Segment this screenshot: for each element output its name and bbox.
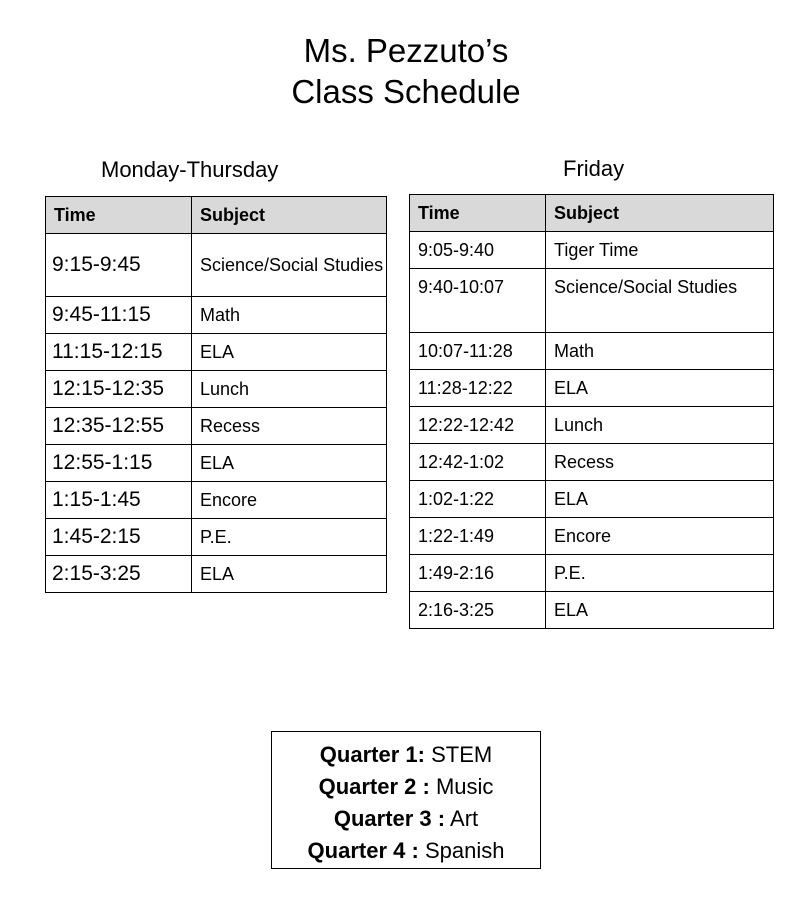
table-row [410,555,774,592]
time-cell: 1:02-1:22 [410,481,546,518]
table-row [410,518,774,555]
time-cell: 9:15-9:45 [46,234,192,297]
time-cell: 9:40-10:07 [410,269,546,333]
quarter-line [272,835,540,867]
table-row [46,297,387,334]
time-cell: 1:49-2:16 [410,555,546,592]
time-column-header: Time [46,197,192,234]
subject-cell: Lunch [546,407,774,444]
monday-thursday-table [45,196,387,593]
title-line-2: Class Schedule [291,73,521,110]
table-row [46,519,387,556]
quarter-label: Quarter 4 : [307,838,419,863]
subject-cell: Recess [192,408,387,445]
subject-cell: Math [546,333,774,370]
time-cell: 12:35-12:55 [46,408,192,445]
friday-table [409,194,774,629]
table-row [410,444,774,481]
time-cell: 2:15-3:25 [46,556,192,593]
subject-cell: Recess [546,444,774,481]
quarter-label: Quarter 3 : [333,806,446,831]
subject-cell: ELA [546,592,774,629]
table-header-row [46,197,387,234]
time-cell: 10:07-11:28 [410,333,546,370]
time-cell: 12:15-12:35 [46,371,192,408]
time-column-header: Time [410,195,546,232]
quarter-line [272,739,540,771]
subject-cell: Encore [192,482,387,519]
quarter-value: Music [435,774,494,799]
time-cell: 12:22-12:42 [410,407,546,444]
quarter-value: Art [450,806,479,831]
table-row [46,482,387,519]
table-row [46,234,387,297]
subject-cell: Science/Social Studies [546,269,774,333]
subject-cell: Encore [546,518,774,555]
table-row [46,371,387,408]
subject-cell: Math [192,297,387,334]
quarter-value: Spanish [424,838,505,863]
table-row [46,408,387,445]
table-row [410,481,774,518]
subject-column-header: Subject [546,195,774,232]
subject-cell: ELA [192,556,387,593]
time-cell: 11:15-12:15 [46,334,192,371]
table-row [46,556,387,593]
time-cell: 1:45-2:15 [46,519,192,556]
time-cell: 11:28-12:22 [410,370,546,407]
quarter-label: Quarter 2 : [318,774,430,799]
title-line-1: Ms. Pezzuto’s [303,32,509,69]
table-row [46,445,387,482]
subject-cell: ELA [192,334,387,371]
table-row [410,370,774,407]
table-row [410,232,774,269]
time-cell: 9:05-9:40 [410,232,546,269]
table-header-row [410,195,774,232]
time-cell: 1:15-1:45 [46,482,192,519]
encore-quarters-box [271,731,541,869]
table-row [46,334,387,371]
subject-cell: P.E. [192,519,387,556]
table-row [410,407,774,444]
subject-column-header: Subject [192,197,387,234]
subject-cell: Tiger Time [546,232,774,269]
subject-cell: ELA [192,445,387,482]
time-cell: 12:55-1:15 [46,445,192,482]
time-cell: 12:42-1:02 [410,444,546,481]
quarter-line [272,771,540,803]
quarter-label: Quarter 1: [319,742,425,767]
time-cell: 1:22-1:49 [410,518,546,555]
page-title [0,30,812,112]
time-cell: 9:45-11:15 [46,297,192,334]
quarter-value: STEM [431,742,493,767]
table-row [410,269,774,333]
time-cell: 2:16-3:25 [410,592,546,629]
friday-heading: Friday [563,156,625,181]
monday-thursday-heading: Monday-Thursday [101,157,279,182]
subject-cell: Science/Social Studies [192,234,387,297]
subject-cell: P.E. [546,555,774,592]
table-row [410,333,774,370]
subject-cell: ELA [546,481,774,518]
subject-cell: Lunch [192,371,387,408]
subject-cell: ELA [546,370,774,407]
quarter-line [272,803,540,835]
table-row [410,592,774,629]
